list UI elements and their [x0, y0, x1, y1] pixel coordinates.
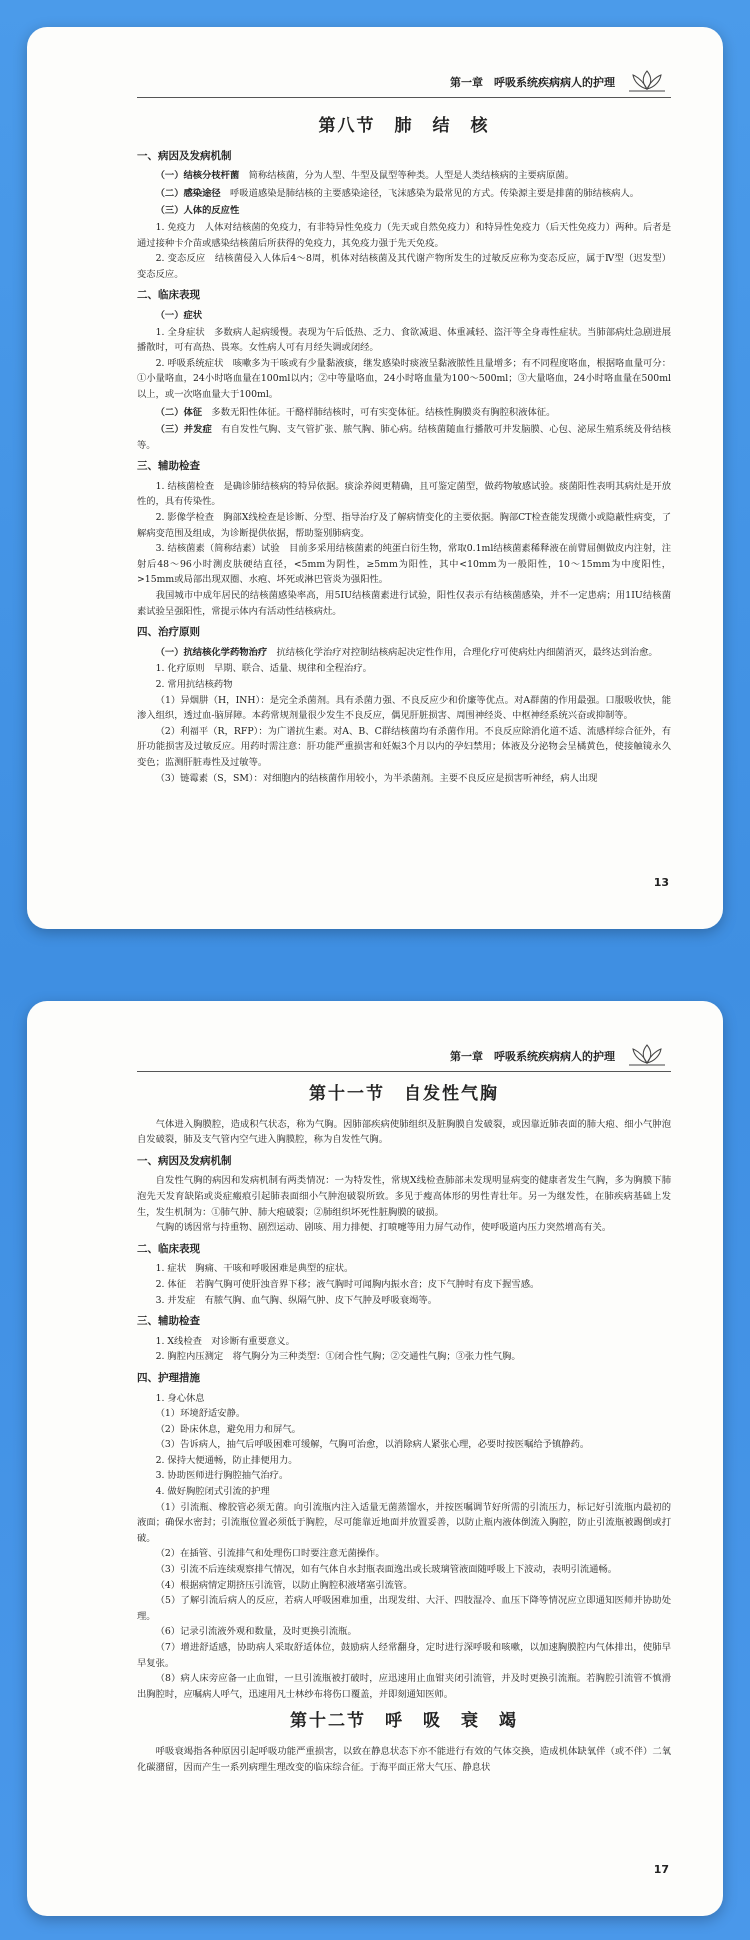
paragraph-tuberculin: 3. 结核菌素（简称结素）试验 目前多采用结核菌素的纯蛋白衍生物，常取0.1ml结核菌素稀释液在前臂屈侧做皮内注射，注射后48～96小时测皮肤硬结直径，<5mm为阴性，≥5mm为阳性，其中<10mm为一般阳性，10～15mm为中度阳性，>15mm或局部出现双圈、水疱、坏死或淋巴管炎为强阳性。 — [137, 543, 671, 586]
paragraph-imaging: 2. 影像学检查 胸部X线检查是诊断、分型、指导治疗及了解病情变化的主要依据。胸部CT检查能发现微小或隐蔽性病变，了解病变范围及组成，为诊断提供依据，帮助鉴别肺病变。 — [137, 512, 671, 539]
page-number: 13 — [653, 876, 669, 889]
heading-etiology: 一、病因及发病机制 — [137, 1154, 232, 1167]
subsection-infection-route — [137, 186, 671, 202]
page-number: 17 — [653, 1863, 669, 1876]
subsection-chemo — [137, 645, 671, 661]
paragraph-signs: 2. 体征 若胸气胸可使肝浊音界下移；液气胸时可闻胸内振水音；皮下气肿时有皮下握雪感。 — [155, 1278, 540, 1290]
paragraph-systemic: 1. 全身症状 多数病人起病缓慢。表现为午后低热、乏力、食欲减退、体重减轻、盗汗等全身毒性症状。当肺部病灶急剧进展播散时，可有高热、畏寒。女性病人可有月经失调或闭经。 — [137, 326, 671, 354]
list-item: （1）环境舒适安静。 — [155, 1408, 246, 1420]
subsection-reactivity — [137, 203, 671, 219]
subsection-signs — [137, 405, 671, 421]
paragraph-pressure: 2. 胸腔内压测定 将气胸分为三种类型：①闭合性气胸；②交通性气胸；③张力性气胸。 — [155, 1351, 521, 1363]
book-page-17 — [27, 1001, 723, 1916]
list-item: （2）在插管、引流排气和处理伤口时要注意无菌操作。 — [155, 1548, 385, 1560]
subsection-complications — [137, 422, 671, 453]
running-head-text: 第一章 呼吸系统疾病病人的护理 — [450, 1050, 615, 1063]
heading-treatment: 四、治疗原则 — [137, 626, 200, 639]
next-section-title: 第十二节 呼 吸 衰 竭 — [290, 1711, 518, 1732]
page-body — [137, 1084, 671, 1775]
list-item: （3）告诉病人，抽气后呼吸困难可缓解，气胸可治愈，以消除病人紧张心理，必要时按医嘱给予镇静药。 — [155, 1439, 590, 1451]
list-item: （6）记录引流液外观和数量，及时更换引流瓶。 — [155, 1626, 357, 1638]
list-item: （2）卧床休息，避免用力和屏气。 — [155, 1423, 301, 1435]
heading-nursing: 四、护理措施 — [137, 1371, 200, 1384]
paragraph-immunity: 1. 免疫力 人体对结核菌的免疫力，有非特异性免疫力（先天或自然免疫力）和特异性免疫力（后天性免疫力）两种。后者是通过接种卡介苗或感染结核菌后所获得的免疫力，其免疫力强于先天免疫。 — [137, 221, 671, 249]
list-item: （8）病人床旁应备一止血钳，一旦引流瓶被打破时，应迅速用止血钳夹闭引流管，并及时更换引流瓶。若胸腔引流管不慎滑出胸腔时，应嘱病人呼气，迅速用凡士林纱布将伤口覆盖，并即刻通知医师。 — [137, 1673, 671, 1700]
paragraph-rifampin: （2）利福平（R，RFP）：为广谱抗生素。对A、B、C群结核菌均有杀菌作用。不良反应除消化道不适、流感样综合征外，有肝功能损害及过敏反应。用药时需注意：肝功能严重损害和妊娠3个月以内的孕妇禁用；体液及分泌物会呈橘黄色，使接触镜永久变色；监测肝脏毒性及过敏等。 — [137, 725, 671, 768]
paragraph-bacteria-test: 1. 结核菌检查 是确诊肺结核病的特异依据。痰涂养阅更精确，且可鉴定菌型，做药物敏感试验。痰菌阳性表明其病灶是开放性的，具有传染性。 — [137, 480, 671, 508]
sub-label: （一）结核分枝杆菌 — [155, 170, 240, 182]
paragraph-mechanism: 自发性气胸的病因和发病机制有两类情况：一为特发性，常规X线检查肺部未发现明显病变的健康者发生气胸，多为胸膜下肺泡先天发育缺陷或炎症瘢痕引起肺表面细小气肿泡破裂所致。多见于瘦高体形的男性青壮年。另一为继发性，在肺疾病基础上发生，发生机制为：①肺气肿、肺大疱破裂；②肺组织坏死性脏胸膜的破损。 — [137, 1175, 671, 1218]
heading-etiology: 一、病因及发病机制 — [137, 149, 232, 162]
heading-exams: 三、辅助检查 — [137, 460, 200, 473]
paragraph-drugs: 2. 常用抗结核药物 — [155, 679, 233, 690]
paragraph-triggers: 气胸的诱因常与持重物、剧烈运动、剧咳、用力排便、打喷嚏等用力屏气动作，使呼吸道内压力突然增高有关。 — [155, 1222, 612, 1234]
paragraph-allergy: 2. 变态反应 结核菌侵入人体后4～8周，机体对结核菌及其代谢产物所发生的过敏反应称为变态反应，属于Ⅳ型（迟发型）变态反应。 — [137, 253, 671, 280]
page-body — [137, 116, 671, 786]
sub-label: （二）感染途径 — [155, 187, 221, 199]
list-item: （5）了解引流后病人的反应，若病人呼吸困难加重，出现发绀、大汗、四肢湿冷、血压下降等情况应立即通知医师并协助处理。 — [137, 1595, 671, 1622]
running-head — [137, 71, 671, 98]
list-item: 4. 做好胸腔闭式引流的护理 — [155, 1486, 270, 1498]
list-item: 1. 身心休息 — [155, 1392, 205, 1404]
heading-clinical: 二、临床表现 — [137, 289, 200, 302]
paragraph-tuberculin-note: 我国城市中成年居民的结核菌感染率高，用5IU结核菌素进行试验，阳性仅表示有结核菌感染，并不一定患病；用1IU结核菌素试验呈强阳性，常提示体内有活动性结核病灶。 — [137, 590, 671, 617]
list-item: （4）根据病情定期挤压引流管，以防止胸腔积液堵塞引流管。 — [155, 1579, 413, 1591]
sub-text: 呼吸道感染是肺结核的主要感染途径，飞沫感染为最常见的方式。传染源主要是排菌的肺结核病人。 — [230, 187, 640, 199]
book-page-13 — [27, 27, 723, 929]
paragraph-streptomycin: （3）链霉素（S，SM）：对细胞内的结核菌作用较小，为半杀菌剂。主要不良反应是损害听神经，病人出现 — [155, 772, 598, 784]
paragraph-symptoms: 1. 症状 胸痛、干咳和呼吸困难是典型的症状。 — [155, 1263, 354, 1275]
list-item: 2. 保持大便通畅，防止排便用力。 — [155, 1454, 298, 1466]
running-head — [137, 1045, 671, 1072]
paragraph-complications: 3. 并发症 有脓气胸、血气胸、纵隔气肿、皮下气肿及呼吸衰竭等。 — [155, 1294, 438, 1306]
sub-text: 抗结核化学治疗对控制结核病起决定性作用，合理化疗可使病灶内细菌消灭，最终达到治愈。 — [276, 646, 658, 658]
list-item: 3. 协助医师进行胸腔抽气治疗。 — [155, 1470, 289, 1482]
section-title: 第十一节 自发性气胸 — [309, 1084, 499, 1104]
subsection-symptoms — [137, 308, 671, 324]
sub-label: （一）抗结核化学药物治疗 — [155, 646, 268, 658]
sub-text: 简称结核菌，分为人型、牛型及鼠型等种类。人型是人类结核病的主要病原菌。 — [248, 170, 574, 182]
section-title: 第八节 肺 结 核 — [318, 116, 490, 136]
sub-label: （三）人体的反应性 — [155, 205, 240, 217]
list-item: （1）引流瓶、橡胶管必须无菌。向引流瓶内注入适量无菌蒸馏水，并按医嘱调节好所需的引流压力，标记好引流瓶内最初的液面；确保水密封；引流瓶位置必须低于胸腔，尽可能靠近地面并放置妥善，以防止瓶内液体倒流入胸腔，防止引流瓶被踢倒或打破。 — [137, 1501, 671, 1544]
paragraph-next-intro: 呼吸衰竭指各种原因引起呼吸功能严重损害，以致在静息状态下亦不能进行有效的气体交换，造成机体缺氧伴（或不伴）二氧化碳潴留，因而产生一系列病理生理改变的临床综合征。于海平面正常大气压、静息状 — [137, 1745, 671, 1773]
heading-clinical: 二、临床表现 — [137, 1242, 200, 1255]
sub-label: （一）症状 — [155, 309, 203, 321]
paragraph-principle: 1. 化疗原则 早期、联合、适量、规律和全程治疗。 — [155, 663, 372, 675]
nursing-list — [137, 1391, 671, 1703]
paragraph-xray: 1. X线检查 对诊断有重要意义。 — [155, 1335, 295, 1347]
sub-label: （三）并发症 — [155, 424, 212, 436]
lotus-logo-icon — [623, 1041, 671, 1069]
paragraph-isoniazid: （1）异烟肼（H，INH）：是完全杀菌剂。具有杀菌力强、不良反应少和价廉等优点。对A群菌的作用最强。口服吸收快，能渗入组织，透过血-脑屏障。本药常规剂量很少发生不良反应，偶见肝脏损害、周围神经炎、中枢神经系统兴奋或抑制等。 — [137, 694, 671, 722]
paragraph-intro: 气体进入胸膜腔，造成积气状态，称为气胸。因肺部疾病使肺组织及脏胸膜自发破裂，或因靠近肺表面的肺大疱、细小气肿泡自发破裂，肺及支气管内空气进入胸膜腔，称为自发性气胸。 — [137, 1118, 671, 1146]
running-head-text: 第一章 呼吸系统疾病病人的护理 — [450, 76, 615, 89]
sub-text: 有自发性气胸、支气管扩张、脓气胸、肺心病。结核菌随血行播散可并发脑膜、心包、泌尿生殖系统及骨结核等。 — [137, 424, 671, 451]
heading-exams: 三、辅助检查 — [137, 1315, 200, 1328]
subsection-pathogen — [137, 168, 671, 184]
paragraph-respiratory: 2. 呼吸系统症状 咳嗽多为干咳或有少量黏液痰，继发感染时痰液呈黏液脓性且量增多；有不同程度咯血，根据咯血量可分：①小量咯血，24小时咯血量在100ml以内；②中等量咯血，24小时咯血量为100～500ml；③大量咯血，24小时咯血量在500ml以上，或一次咯血量大于100ml。 — [137, 357, 671, 400]
list-item: （7）增进舒适感，协助病人采取舒适体位，鼓励病人经常翻身，定时进行深呼吸和咳嗽，以加速胸膜腔内气体排出，使肺早早复张。 — [137, 1642, 671, 1669]
lotus-logo-icon — [623, 67, 671, 95]
sub-label: （二）体征 — [155, 406, 203, 418]
list-item: （3）引流不后连续观察排气情况，如有气体自水封瓶表面逸出或长玻璃管液面随呼吸上下波动，表明引流通畅。 — [155, 1564, 618, 1576]
sub-text: 多数无阳性体征。干酪样肺结核时，可有实变体征。结核性胸膜炎有胸腔积液体征。 — [211, 406, 556, 418]
